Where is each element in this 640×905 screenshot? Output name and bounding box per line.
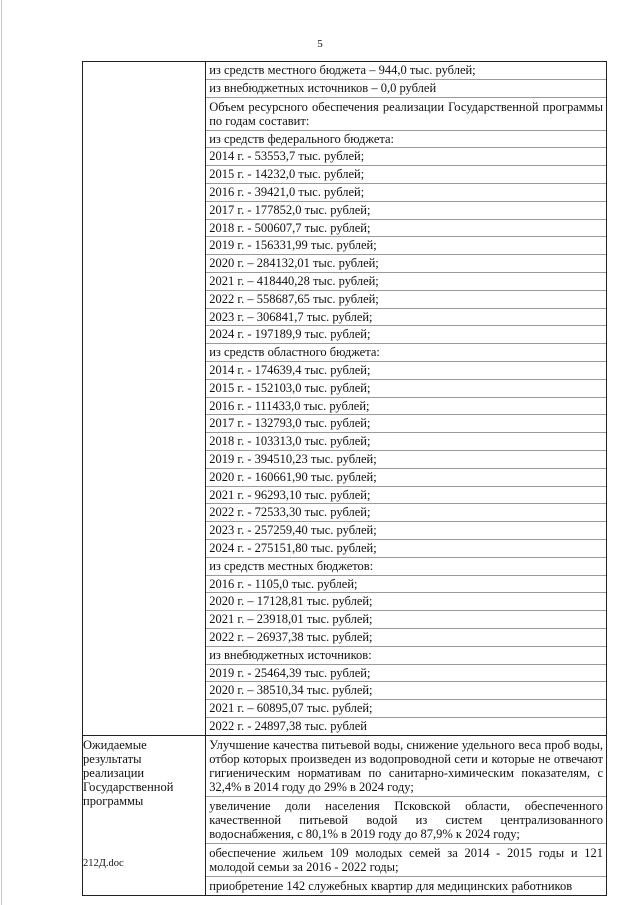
result-item: Улучшение качества питьевой воды, снижение удельного веса проб воды, отбор которых произведен из водопроводной сети и которые не отвечают гигиеническим нормативам по санитарно-химическим показателям, с 32,4% в 2014 году до 29% в 2024 году;	[209, 737, 603, 794]
resource-paragraph: Объем ресурсного обеспечения реализации Государственной программы по годам составит:	[206, 97, 606, 130]
regional-item: 2015 г. - 152103,0 тыс. рублей;	[206, 379, 606, 397]
result-item: обеспечение жильем 109 молодых семей за 2014 - 2015 годы и 121 молодой семьи за 2016 - 2022 годы;	[206, 843, 606, 876]
federal-item: 2018 г. - 500607,7 тыс. рублей;	[206, 219, 606, 237]
regional-header: из средств областного бюджета:	[206, 343, 606, 361]
program-passport-table	[82, 61, 607, 896]
federal-item: 2016 г. - 39421,0 тыс. рублей;	[206, 183, 606, 201]
results-label: Ожидаемые результаты реализации Государственной программы	[83, 737, 174, 808]
file-name-footer: 212Д.doc	[83, 858, 124, 869]
extrabudgetary-header: из внебюджетных источников:	[206, 646, 606, 664]
regional-item: 2017 г. - 132793,0 тыс. рублей;	[206, 414, 606, 432]
local-item: 2016 г. - 1105,0 тыс. рублей;	[206, 575, 606, 593]
result-item: увеличение доли населения Псковской области, обеспеченного качественной питьевой водой из систем централизованного водоснабжения, с 80,1% в 2019 году до 87,9% к 2024 году;	[206, 796, 606, 843]
top-row: из средств местного бюджета – 944,0 тыс. рублей;	[209, 63, 476, 77]
extrabudgetary-item: 2021 г. – 60895,07 тыс. рублей;	[206, 699, 606, 717]
funding-row	[83, 62, 607, 736]
federal-item: 2022 г. – 558687,65 тыс. рублей;	[206, 290, 606, 308]
federal-header: из средств федерального бюджета:	[206, 130, 606, 148]
regional-item: 2024 г. - 275151,80 тыс. рублей;	[206, 539, 606, 557]
federal-item: 2017 г. - 177852,0 тыс. рублей;	[206, 201, 606, 219]
regional-item: 2018 г. - 103313,0 тыс. рублей;	[206, 432, 606, 450]
regional-item: 2021 г. - 96293,10 тыс. рублей;	[206, 486, 606, 504]
federal-item: 2019 г. - 156331,99 тыс. рублей;	[206, 236, 606, 254]
top-row: из внебюджетных источников – 0,0 рублей	[206, 79, 606, 97]
federal-item: 2023 г. – 306841,7 тыс. рублей;	[206, 308, 606, 326]
result-item: приобретение 142 служебных квартир для медицинских работников	[206, 876, 606, 895]
extrabudgetary-item: 2022 г. - 24897,38 тыс. рублей	[206, 717, 606, 735]
local-header: из средств местных бюджетов:	[206, 557, 606, 575]
scan-edge	[1, 0, 2, 905]
regional-item: 2022 г. - 72533,30 тыс. рублей;	[206, 503, 606, 521]
funding-content-cell	[206, 62, 607, 736]
regional-item: 2023 г. - 257259,40 тыс. рублей;	[206, 521, 606, 539]
local-item: 2022 г. – 26937,38 тыс. рублей;	[206, 628, 606, 646]
results-content-cell	[206, 735, 607, 895]
federal-item: 2020 г. – 284132,01 тыс. рублей;	[206, 254, 606, 272]
page-number: 5	[317, 38, 323, 50]
funding-label-cell	[83, 62, 206, 736]
results-label-cell	[83, 735, 206, 895]
extrabudgetary-item: 2019 г. - 25464,39 тыс. рублей;	[206, 664, 606, 682]
results-row	[83, 735, 607, 895]
local-item: 2021 г. – 23918,01 тыс. рублей;	[206, 610, 606, 628]
federal-item: 2021 г. – 418440,28 тыс. рублей;	[206, 272, 606, 290]
local-item: 2020 г. – 17128,81 тыс. рублей;	[206, 592, 606, 610]
regional-item: 2019 г. - 394510,23 тыс. рублей;	[206, 450, 606, 468]
regional-item: 2014 г. - 174639,4 тыс. рублей;	[206, 361, 606, 379]
federal-item: 2014 г. - 53553,7 тыс. рублей;	[206, 147, 606, 165]
federal-item: 2015 г. - 14232,0 тыс. рублей;	[206, 165, 606, 183]
federal-item: 2024 г. - 197189,9 тыс. рублей;	[206, 325, 606, 343]
regional-item: 2016 г. - 111433,0 тыс. рублей;	[206, 397, 606, 415]
extrabudgetary-item: 2020 г. – 38510,34 тыс. рублей;	[206, 681, 606, 699]
regional-item: 2020 г. - 160661,90 тыс. рублей;	[206, 468, 606, 486]
